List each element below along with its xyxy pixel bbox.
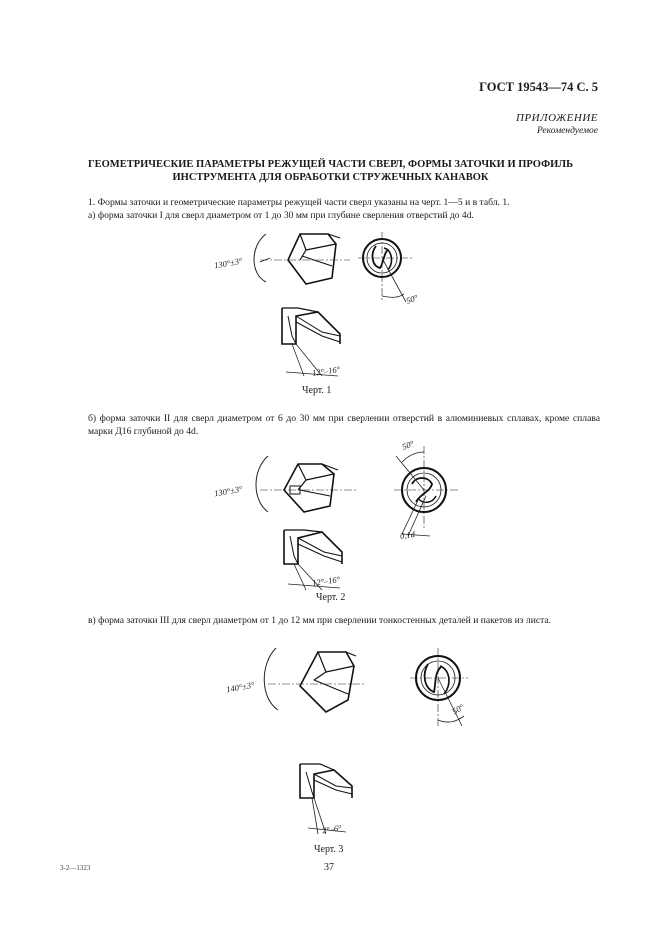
appendix-subtitle: Рекомендуемое xyxy=(536,126,598,136)
drill-end-view-fig3 xyxy=(404,644,484,734)
fig1-caption: Черт. 1 xyxy=(302,385,332,396)
section-title-line-1: ГЕОМЕТРИЧЕСКИЕ ПАРАМЕТРЫ РЕЖУЩЕЙ ЧАСТИ СВЕРЛ, ФОРМЫ ЗАТОЧКИ И ПРОФИЛЬ xyxy=(87,159,574,170)
drill-section-view-fig2 xyxy=(282,528,362,598)
fig3-angle-web-label: 50° xyxy=(450,701,466,717)
paragraph-b: б) форма заточки II для сверл диаметром от 6 до 30 мм при сверлении отверстий в алюминиевых сплавах, кроме сплава марки Д16 глубиной до 4d. xyxy=(88,413,600,437)
section-title-line-2: ИНСТРУМЕНТА ДЛЯ ОБРАБОТКИ СТРУЖЕЧНЫХ КАНАВОК xyxy=(172,172,489,183)
fig2-caption: Черт. 2 xyxy=(316,592,346,603)
appendix-title: ПРИЛОЖЕНИЕ xyxy=(516,112,598,124)
paragraph-v: в) форма заточки III для сверл диаметром от 1 до 12 мм при сверлении тонкостенных деталей и пакетов из листа. xyxy=(88,615,552,626)
drill-side-view-fig2 xyxy=(246,450,366,522)
drill-side-view-fig1 xyxy=(240,226,360,296)
fig3-angle-rake-label: 2°–6° xyxy=(321,822,343,836)
fig3-angle-point-label: 140°±3° xyxy=(225,679,256,695)
paragraph-1: 1. Формы заточки и геометрические параметры режущей части сверл указаны на черт. 1—5 и в табл. 1. xyxy=(88,197,510,208)
fig1-angle-point-label: 130°±3° xyxy=(213,255,244,271)
document-header: ГОСТ 19543—74 С. 5 xyxy=(479,80,598,94)
print-mark: 3-2—1323 xyxy=(60,864,91,872)
drill-end-view-fig1 xyxy=(358,228,438,308)
fig1-angle-web-label: 50° xyxy=(404,292,420,306)
page-number: 37 xyxy=(324,862,334,873)
paragraph-a: а) форма заточки I для сверл диаметром от 1 до 30 мм при глубине сверления отверстий до 4d. xyxy=(88,210,474,221)
fig2-angle-rake-label: 12°–16° xyxy=(311,574,341,588)
fig2-web-size-label: 0,1d xyxy=(399,529,416,541)
drill-side-view-fig3 xyxy=(260,644,370,720)
fig3-caption: Черт. 3 xyxy=(314,844,344,855)
drill-end-view-fig2 xyxy=(380,440,470,550)
fig2-angle-web-label: 50° xyxy=(400,438,416,452)
fig1-angle-rake-label: 12°–16° xyxy=(311,364,341,378)
fig2-angle-point-label: 130°±3° xyxy=(213,483,244,499)
